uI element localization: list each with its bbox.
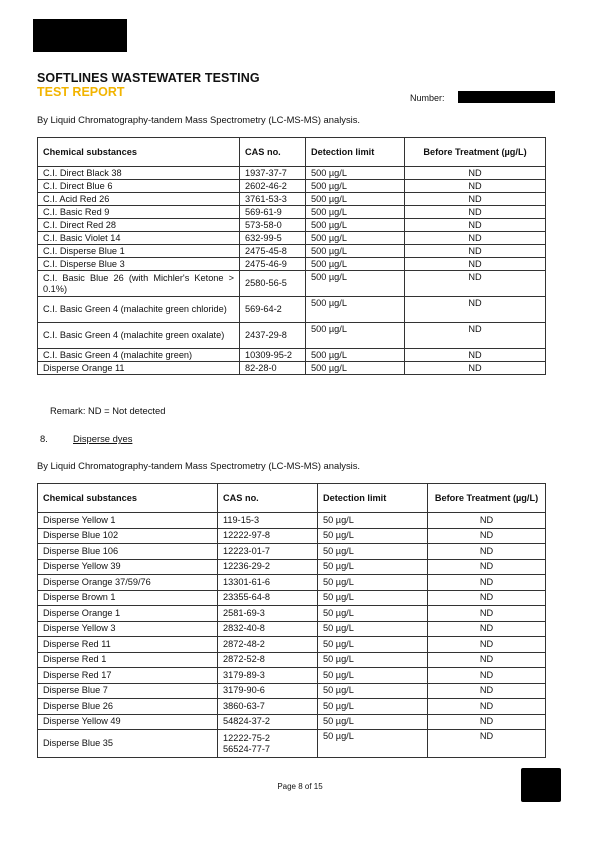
detection-limit: 50 µg/L — [318, 637, 428, 653]
chemical-name: C.I. Basic Green 4 (malachite green chloride) — [38, 297, 240, 323]
chemical-name: Disperse Orange 1 — [38, 606, 218, 622]
report-subtitle: TEST REPORT — [37, 85, 125, 99]
detection-limit: 500 µg/L — [306, 271, 405, 297]
cas-number — [218, 730, 318, 758]
result-value: ND — [428, 683, 546, 699]
cas-number: 119-15-3 — [218, 513, 318, 529]
table-row — [38, 271, 546, 297]
table-row — [38, 180, 546, 193]
table-row — [38, 621, 546, 637]
table-row — [38, 362, 546, 375]
cas-number: 1937-37-7 — [240, 167, 306, 180]
result-value: ND — [405, 206, 546, 219]
result-value: ND — [405, 219, 546, 232]
table-row — [38, 559, 546, 575]
result-value: ND — [405, 297, 546, 323]
chemical-name: C.I. Direct Red 28 — [38, 219, 240, 232]
detection-limit: 50 µg/L — [318, 513, 428, 529]
result-value: ND — [405, 193, 546, 206]
chemical-name: C.I. Direct Blue 6 — [38, 180, 240, 193]
cas-number: 12222-97-8 — [218, 528, 318, 544]
detection-limit: 50 µg/L — [318, 575, 428, 591]
result-value: ND — [405, 271, 546, 297]
detection-limit: 50 µg/L — [318, 699, 428, 715]
table-row — [38, 245, 546, 258]
chemical-name: Disperse Blue 102 — [38, 528, 218, 544]
report-title: SOFTLINES WASTEWATER TESTING — [37, 71, 260, 85]
table-row — [38, 699, 546, 715]
cas-number: 2872-48-2 — [218, 637, 318, 653]
chemical-name: C.I. Basic Green 4 (malachite green oxalate) — [38, 323, 240, 349]
result-value: ND — [405, 180, 546, 193]
cas-number-line: 12222-75-2 — [223, 732, 270, 743]
page-number: Page 8 of 15 — [277, 782, 323, 791]
detection-limit: 500 µg/L — [306, 180, 405, 193]
table-row — [38, 297, 546, 323]
cas-number: 54824-37-2 — [218, 714, 318, 730]
chemical-name: C.I. Basic Blue 26 (with Michler's Ketone > 0.1%) — [38, 271, 240, 297]
table-row — [38, 323, 546, 349]
cas-number: 3179-90-6 — [218, 683, 318, 699]
cas-number: 632-99-5 — [240, 232, 306, 245]
result-value: ND — [428, 513, 546, 529]
detection-limit: 50 µg/L — [318, 683, 428, 699]
chemical-name: Disperse Orange 37/59/76 — [38, 575, 218, 591]
cas-number: 13301-61-6 — [218, 575, 318, 591]
table-row — [38, 652, 546, 668]
detection-limit: 500 µg/L — [306, 297, 405, 323]
col-header-cas: CAS no. — [240, 138, 306, 167]
table-row — [38, 714, 546, 730]
detection-limit: 500 µg/L — [306, 323, 405, 349]
table-row — [38, 258, 546, 271]
detection-limit: 50 µg/L — [318, 714, 428, 730]
result-value: ND — [428, 575, 546, 591]
detection-limit: 50 µg/L — [318, 544, 428, 560]
chemical-name: Disperse Red 17 — [38, 668, 218, 684]
result-value: ND — [405, 167, 546, 180]
detection-limit: 500 µg/L — [306, 219, 405, 232]
cas-number: 12223-01-7 — [218, 544, 318, 560]
table-row — [38, 730, 546, 758]
cas-number: 3761-53-3 — [240, 193, 306, 206]
result-value: ND — [428, 730, 546, 758]
result-value: ND — [428, 714, 546, 730]
detection-limit: 500 µg/L — [306, 245, 405, 258]
table-row — [38, 668, 546, 684]
chemical-name: C.I. Disperse Blue 1 — [38, 245, 240, 258]
result-value: ND — [428, 621, 546, 637]
result-value: ND — [428, 637, 546, 653]
detection-limit: 50 µg/L — [318, 652, 428, 668]
result-value: ND — [428, 528, 546, 544]
chemical-name: Disperse Yellow 1 — [38, 513, 218, 529]
col-header-detection-limit: Detection limit — [306, 138, 405, 167]
table-row — [38, 606, 546, 622]
chemical-name: Disperse Red 11 — [38, 637, 218, 653]
detection-limit: 500 µg/L — [306, 193, 405, 206]
table-row — [38, 513, 546, 529]
table-row — [38, 193, 546, 206]
chemical-name: Disperse Orange 11 — [38, 362, 240, 375]
cas-number: 2602-46-2 — [240, 180, 306, 193]
result-value: ND — [428, 699, 546, 715]
col-header-before-treatment: Before Treatment (µg/L) — [405, 138, 546, 167]
chemical-name: C.I. Basic Red 9 — [38, 206, 240, 219]
cas-number: 10309-95-2 — [240, 349, 306, 362]
table-row — [38, 544, 546, 560]
table-row — [38, 683, 546, 699]
result-value: ND — [428, 652, 546, 668]
table-row — [38, 575, 546, 591]
cas-number-line: 56524-77-7 — [223, 743, 270, 754]
chemical-name: Disperse Blue 106 — [38, 544, 218, 560]
cas-number: 2872-52-8 — [218, 652, 318, 668]
chemical-name: Disperse Blue 7 — [38, 683, 218, 699]
table-row — [38, 637, 546, 653]
report-number-label: Number: — [410, 93, 445, 103]
result-value: ND — [428, 590, 546, 606]
result-value: ND — [405, 323, 546, 349]
remark-note: Remark: ND = Not detected — [50, 405, 166, 416]
chemical-name: Disperse Red 1 — [38, 652, 218, 668]
cas-number: 573-58-0 — [240, 219, 306, 232]
col-header-detection-limit: Detection limit — [318, 484, 428, 513]
chemical-name: C.I. Acid Red 26 — [38, 193, 240, 206]
method-note: By Liquid Chromatography-tandem Mass Spectrometry (LC-MS-MS) analysis. — [37, 114, 361, 125]
detection-limit: 500 µg/L — [306, 206, 405, 219]
table-row — [38, 167, 546, 180]
col-header-cas: CAS no. — [218, 484, 318, 513]
detection-limit: 500 µg/L — [306, 167, 405, 180]
cas-number: 2581-69-3 — [218, 606, 318, 622]
detection-limit: 500 µg/L — [306, 362, 405, 375]
section-number: 8. — [40, 433, 48, 444]
table-row — [38, 528, 546, 544]
cas-number: 2475-45-8 — [240, 245, 306, 258]
cas-number: 2475-46-9 — [240, 258, 306, 271]
detection-limit: 50 µg/L — [318, 730, 428, 758]
chemical-name: Disperse Yellow 39 — [38, 559, 218, 575]
detection-limit: 500 µg/L — [306, 258, 405, 271]
cas-number: 12236-29-2 — [218, 559, 318, 575]
chemical-name: Disperse Yellow 3 — [38, 621, 218, 637]
method-note: By Liquid Chromatography-tandem Mass Spectrometry (LC-MS-MS) analysis. — [37, 460, 361, 471]
chemical-name: Disperse Blue 35 — [38, 730, 218, 758]
redacted-report-number — [458, 91, 555, 103]
cas-number: 2580-56-5 — [240, 271, 306, 297]
result-value: ND — [405, 245, 546, 258]
cas-number: 3179-89-3 — [218, 668, 318, 684]
detection-limit: 50 µg/L — [318, 606, 428, 622]
chemical-name: C.I. Basic Green 4 (malachite green) — [38, 349, 240, 362]
detection-limit: 50 µg/L — [318, 559, 428, 575]
col-header-before-treatment: Before Treatment (µg/L) — [428, 484, 546, 513]
cas-number: 569-64-2 — [240, 297, 306, 323]
cas-number: 23355-64-8 — [218, 590, 318, 606]
chemical-name: C.I. Direct Black 38 — [38, 167, 240, 180]
cas-number: 2832-40-8 — [218, 621, 318, 637]
redacted-logo — [33, 19, 127, 52]
result-value: ND — [405, 232, 546, 245]
chemical-name: Disperse Blue 26 — [38, 699, 218, 715]
chemical-name: Disperse Brown 1 — [38, 590, 218, 606]
results-table-disperse-dyes — [37, 483, 546, 758]
redacted-stamp — [521, 768, 561, 802]
table-row — [38, 349, 546, 362]
detection-limit: 500 µg/L — [306, 232, 405, 245]
detection-limit: 50 µg/L — [318, 528, 428, 544]
result-value: ND — [405, 349, 546, 362]
result-value: ND — [405, 362, 546, 375]
cas-number: 569-61-9 — [240, 206, 306, 219]
detection-limit: 50 µg/L — [318, 590, 428, 606]
chemical-name: C.I. Disperse Blue 3 — [38, 258, 240, 271]
table-row — [38, 590, 546, 606]
section-title: Disperse dyes — [73, 433, 133, 444]
col-header-chemical: Chemical substances — [38, 484, 218, 513]
table-row — [38, 232, 546, 245]
result-value: ND — [428, 559, 546, 575]
table-row — [38, 219, 546, 232]
detection-limit: 50 µg/L — [318, 621, 428, 637]
result-value: ND — [405, 258, 546, 271]
table-row — [38, 206, 546, 219]
detection-limit: 50 µg/L — [318, 668, 428, 684]
result-value: ND — [428, 606, 546, 622]
chemical-name: C.I. Basic Violet 14 — [38, 232, 240, 245]
cas-number: 82-28-0 — [240, 362, 306, 375]
chemical-name: Disperse Yellow 49 — [38, 714, 218, 730]
result-value: ND — [428, 544, 546, 560]
table-header-row — [38, 484, 546, 513]
cas-number: 2437-29-8 — [240, 323, 306, 349]
results-table-prev — [37, 137, 546, 375]
table-header-row — [38, 138, 546, 167]
result-value: ND — [428, 668, 546, 684]
col-header-chemical: Chemical substances — [38, 138, 240, 167]
detection-limit: 500 µg/L — [306, 349, 405, 362]
cas-number: 3860-63-7 — [218, 699, 318, 715]
